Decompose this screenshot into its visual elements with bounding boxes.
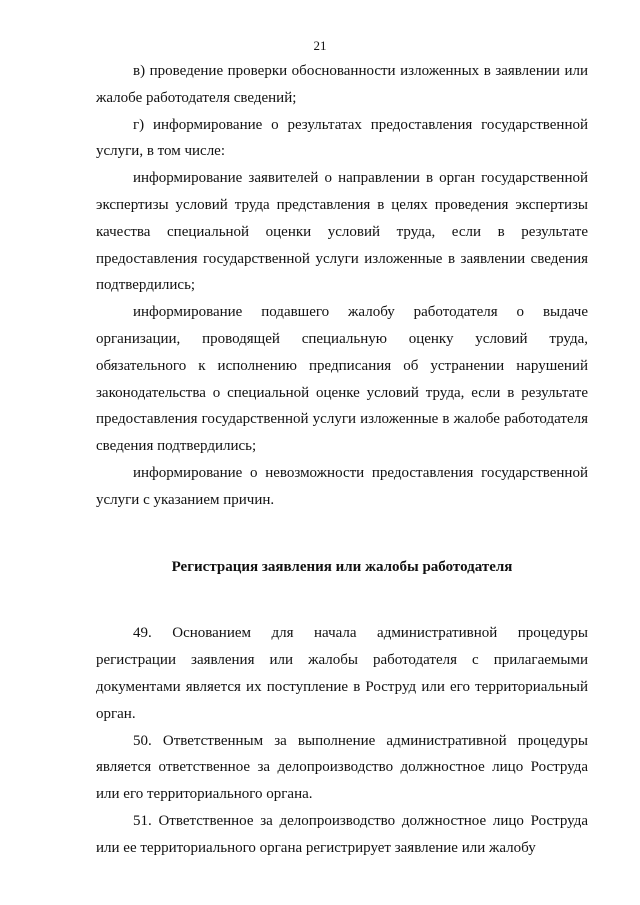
paragraph-51: 51. Ответственное за делопроизводство должностное лицо Роструда или ее территориального органа регистрирует заявление или жалобу [96,812,588,856]
paragraph-inform-results: г) информирование о результатах предоставления государственной услуги, в том числе: [96,116,588,160]
paragraph-check-validity: в) проведение проверки обоснованности изложенных в заявлении или жалобе работодателя сведений; [96,63,588,106]
paragraph-49: 49. Основанием для начала административной процедуры регистрации заявления или жалобы работодателя с прилагаемыми документами является их поступление в Роструд или его территориальный орган. [96,625,588,722]
page-content [96,58,588,862]
page-number: 21 [313,38,327,53]
section-heading: Регистрация заявления или жалобы работодателя [171,558,513,575]
spacer [96,514,588,554]
paragraph-inform-employer: информирование подавшего жалобу работодателя о выдаче организации, проводящей специальную оценку условий труда, обязательного к исполнению предписания об устранении нарушений законодательства о специальной оценке условий труда, если в результате предоставления государственной услуги изложенные в жалобе работодателя сведения подтвердились; [96,304,588,455]
paragraph-inform-applicants: информирование заявителей о направлении в орган государственной экспертизы условий труда представления в целях проведения экспертизы качества специальной оценки условий труда, если в результате предоставления государственной услуги изложенные в заявлении сведения подтвердились; [96,170,588,294]
spacer [96,580,588,620]
paragraph-50: 50. Ответственным за выполнение административной процедуры является ответственное за делопроизводство должностное лицо Роструда или его территориального органа. [96,732,588,803]
paragraph-inform-impossibility: информирование о невозможности предоставления государственной услуги с указанием причин. [96,464,588,508]
